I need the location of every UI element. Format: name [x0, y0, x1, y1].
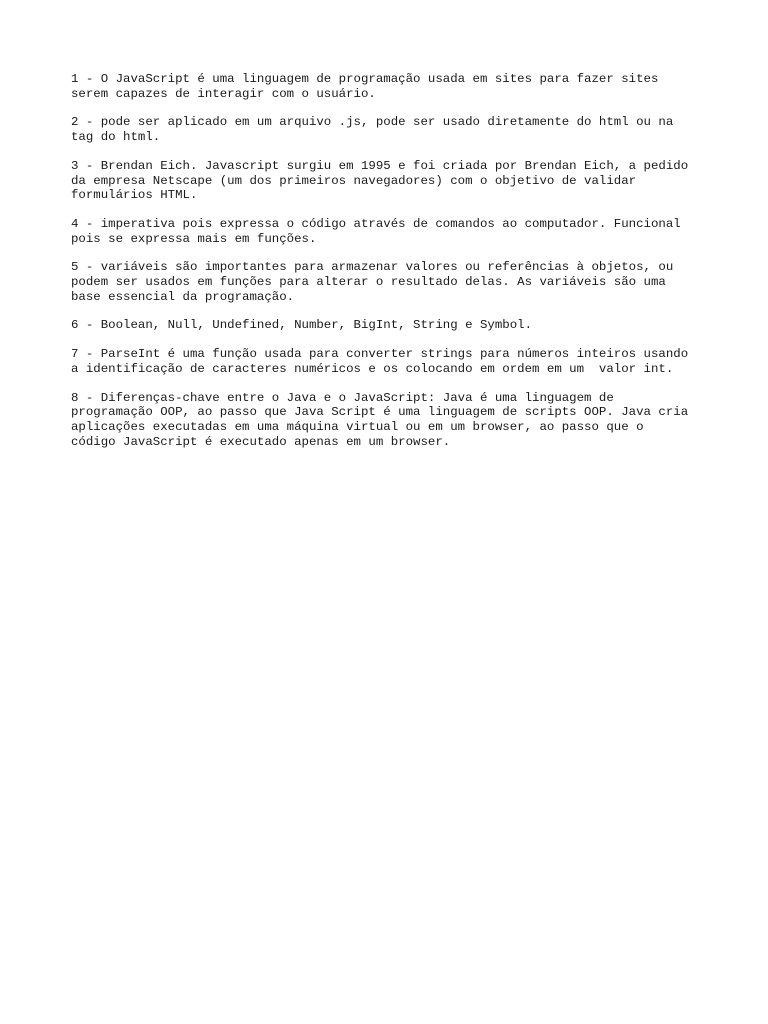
- answer-1: 1 - O JavaScript é uma linguagem de programação usada em sites para fazer sites serem capazes de interagir com o usuário.: [71, 72, 659, 101]
- answer-4: 4 - imperativa pois expressa o código através de comandos ao computador. Funcional pois se expressa mais em funções.: [71, 216, 681, 246]
- answer-7: 7 - ParseInt é uma função usada para converter strings para números inteiros usando a identificação de caracteres numéricos e os colocando em ordem em um valor int.: [71, 347, 689, 376]
- answer-5: 5 - variáveis são importantes para armazenar valores ou referências à objetos, ou podem ser usados em funções para alterar o resultado delas. As variáveis são uma base essencial da programação.: [71, 260, 674, 304]
- answer-6: 6 - Boolean, Null, Undefined, Number, BigInt, String e Symbol.: [71, 318, 533, 333]
- answers-list: [71, 72, 711, 463]
- answer-8: 8 - Diferenças-chave entre o Java e o JavaScript: Java é uma linguagem de programação OOP, ao passo que Java Script é uma linguagem de scripts OOP. Java cria aplicações executadas em uma máquina virtual ou em um browser, ao passo que o código JavaScript é executado apenas em um browser.: [71, 390, 689, 449]
- answer-3: 3 - Brendan Eich. Javascript surgiu em 1995 e foi criada por Brendan Eich, a pedido da empresa Netscape (um dos primeiros navegadores) com o objetivo de validar formulários HTML.: [71, 158, 689, 203]
- answer-2: 2 - pode ser aplicado em um arquivo .js, pode ser usado diretamente do html ou na tag do html.: [71, 115, 674, 145]
